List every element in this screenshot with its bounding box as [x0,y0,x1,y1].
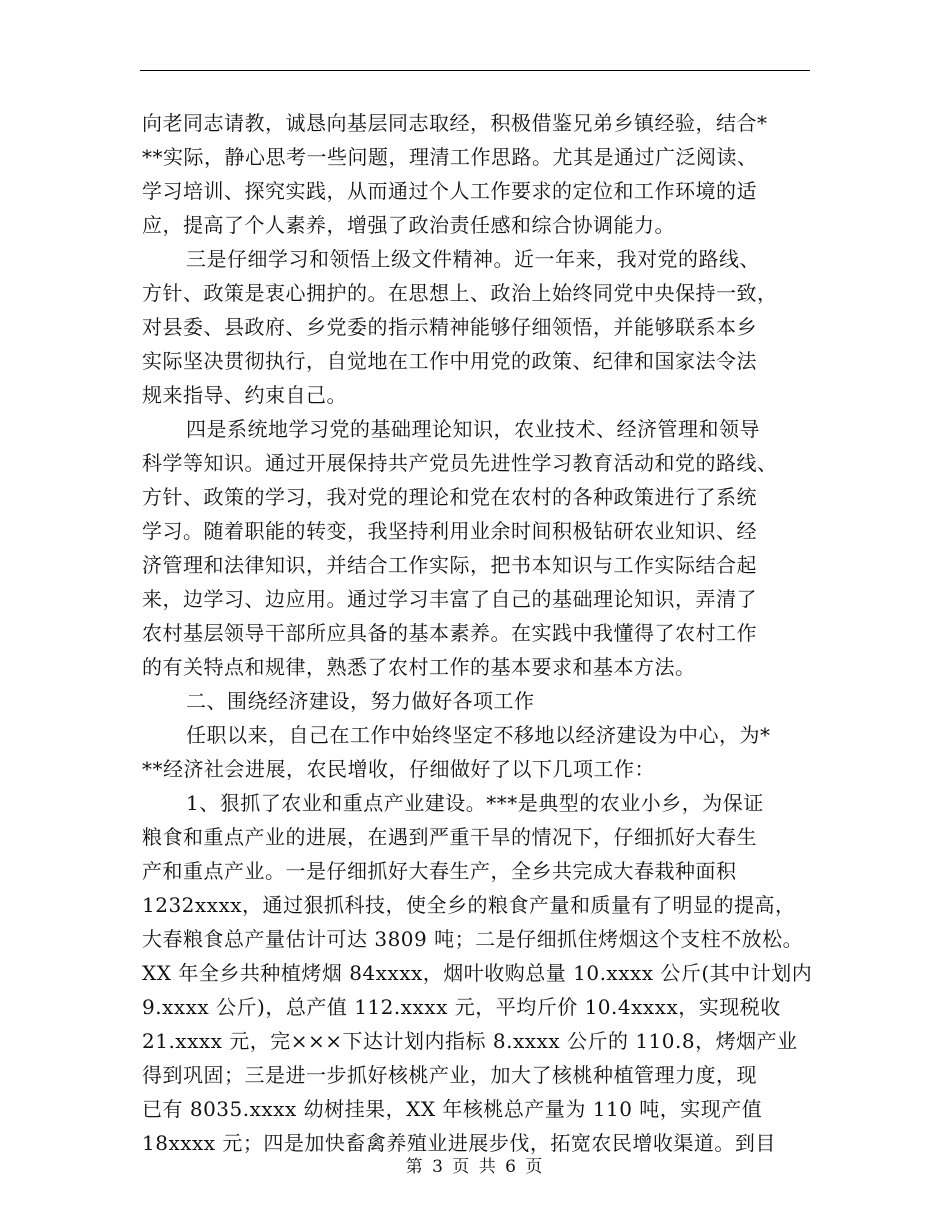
text-line: 学习培训、探究实践，从而通过个人工作要求的定位和工作环境的适 [142,179,757,203]
section-heading: 二、围绕经济建设，努力做好各项工作 [186,689,535,713]
text-line: 1、狠抓了农业和重点产业建设。***是典型的农业小乡，为保证 [186,791,764,815]
text-line: 规来指导、约束自己。 [142,383,347,407]
text-line: 三是仔细学习和领悟上级文件精神。近一年来，我对党的路线、 [186,247,760,271]
text-line: XX 年全乡共种植烤烟 84xxxx，烟叶收购总量 10.xxxx 公斤(其中计划内 [142,961,813,985]
text-line: 向老同志请教，诚恳向基层同志取经，积极借鉴兄弟乡镇经验，结合* [142,111,768,135]
text-line: 方针、政策的学习，我对党的理论和党在农村的各种政策进行了系统 [142,485,757,509]
text-line: 9.xxxx 公斤)，总产值 112.xxxx 元，平均斤价 10.4xxxx，实现税收 [142,995,781,1019]
text-line: 四是系统地学习党的基础理论知识，农业技术、经济管理和领导 [186,417,760,441]
text-line: 已有 8035.xxxx 幼树挂果，XX 年核桃总产量为 110 吨，实现产值 [142,1097,763,1121]
text-line: 方针、政策是衷心拥护的。在思想上、政治上始终同党中央保持一致， [142,281,778,305]
text-line: 实际坚决贯彻执行，自觉地在工作中用党的政策、纪律和国家法令法 [142,349,757,373]
text-line: 学习。随着职能的转变，我坚持利用业余时间积极钻研农业知识、经 [142,519,757,543]
text-line: 产和重点产业。一是仔细抓好大春生产，全乡共完成大春栽种面积 [142,859,737,883]
text-line: 18xxxx 元；四是加快畜禽养殖业进展步伐，拓宽农民增收渠道。到目 [142,1131,776,1155]
text-line: **经济社会进展，农民增收，仔细做好了以下几项工作： [142,757,655,781]
text-line: 济管理和法律知识，并结合工作实际，把书本知识与工作实际结合起 [142,553,757,577]
page-footer: 第 3 页 共 6 页 [405,1157,545,1177]
text-line: 大春粮食总产量估计可达 3809 吨；二是仔细抓住烤烟这个支柱不放松。 [142,927,804,951]
text-line: **实际，静心思考一些问题，理清工作思路。尤其是通过广泛阅读、 [142,145,758,169]
text-line: 任职以来，自己在工作中始终坚定不移地以经济建设为中心，为* [186,723,771,747]
text-line: 的有关特点和规律，熟悉了农村工作的基本要求和基本方法。 [142,655,696,679]
text-line: 农村基层领导干部所应具备的基本素养。在实践中我懂得了农村工作 [142,621,757,645]
text-line: 得到巩固；三是进一步抓好核桃产业，加大了核桃种植管理力度，现 [142,1063,757,1087]
text-line: 1232xxxx，通过狠抓科技，使全乡的粮食产量和质量有了明显的提高， [142,893,796,917]
text-line: 应，提高了个人素养，增强了政治责任感和综合协调能力。 [142,213,675,237]
text-line: 对县委、县政府、乡党委的指示精神能够仔细领悟，并能够联系本乡 [142,315,757,339]
text-line: 来，边学习、边应用。通过学习丰富了自己的基础理论知识，弄清了 [142,587,757,611]
text-line: 粮食和重点产业的进展，在遇到严重干旱的情况下，仔细抓好大春生 [142,825,757,849]
header-rule [140,70,810,71]
text-line: 21.xxxx 元，完×××下达计划内指标 8.xxxx 公斤的 110.8，烤烟产业 [142,1029,798,1053]
text-line: 科学等知识。通过开展保持共产党员先进性学习教育活动和党的路线、 [142,451,778,475]
body-text [142,106,813,1160]
